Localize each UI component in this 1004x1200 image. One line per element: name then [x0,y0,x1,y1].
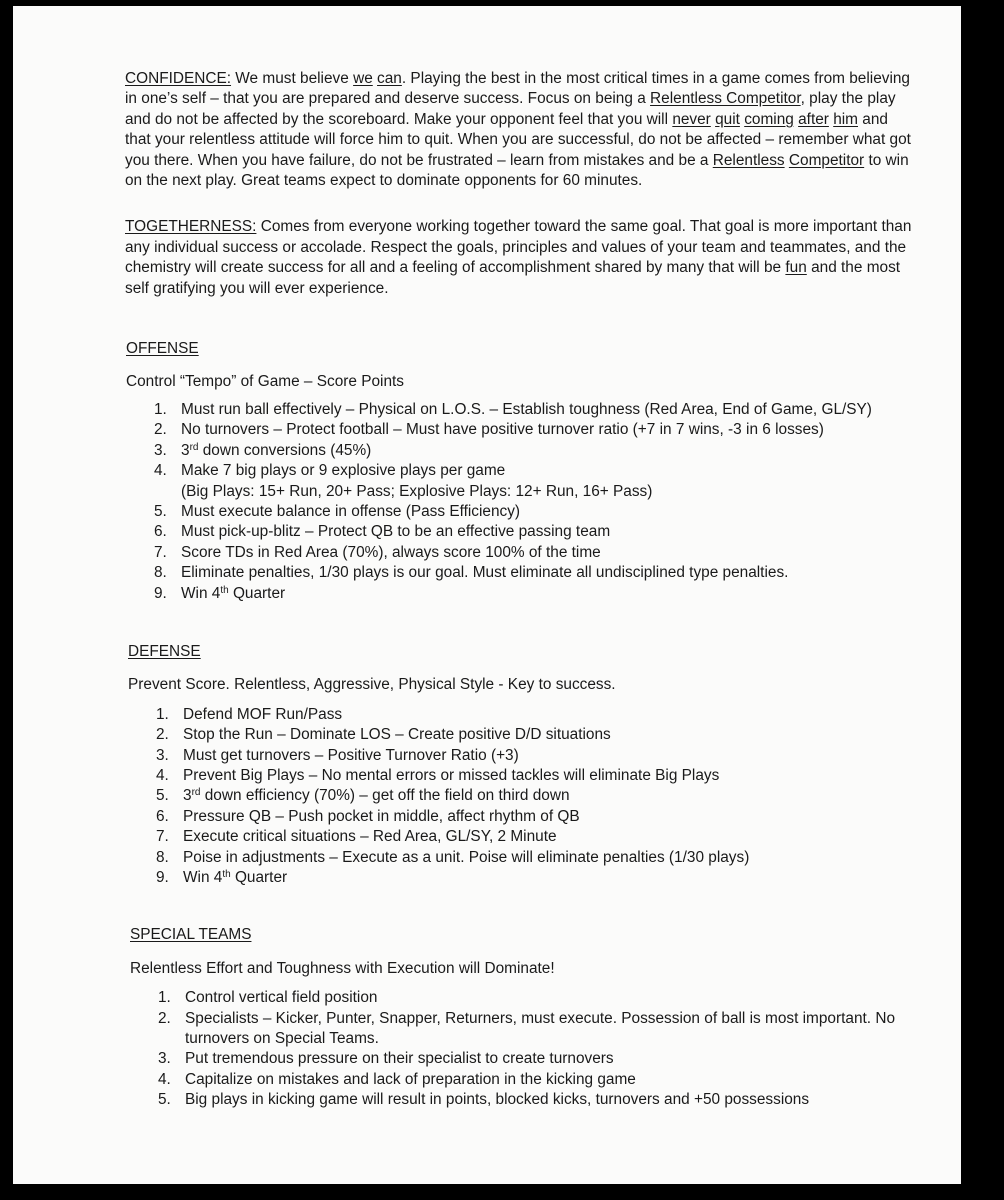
list-item-text: Win 4 [183,869,223,886]
list-item [126,563,915,583]
list-item-text: Must execute balance in offense (Pass Efficiency) [181,502,521,520]
document-body [125,69,915,1111]
list-item [126,441,915,461]
list-item-number: 5. [158,1091,171,1109]
text-run: , play the play and do not be affected by the scoreboard. Make your opponent feel that you will [125,90,896,128]
list-item-number: 8. [154,564,167,582]
offense-intro: Control “Tempo” of Game – Score Points [126,373,404,391]
special-teams-intro: Relentless Effort and Toughness with Execution will Dominate! [130,959,555,977]
text-run: to win on the next play. Great teams expect to dominate opponents for 60 minutes. [125,151,909,190]
list-item-number: 2. [154,421,167,439]
list-item-text: Prevent Big Plays – No mental errors or missed tackles will eliminate Big Plays [183,766,720,784]
offense-list [126,400,915,604]
list-item-number: 8. [156,848,169,866]
list-item-number: 1. [154,400,167,418]
underlined-text: Relentless Competitor [650,90,801,108]
list-item-number: 1. [158,989,171,1007]
list-item [126,400,915,420]
list-item [126,420,915,440]
list-item-text: Defend MOF Run/Pass [183,705,343,723]
defense-section [128,642,915,888]
list-item-number: 3. [156,746,169,764]
list-item [126,543,915,563]
list-item-number: 3. [154,441,167,459]
list-item-text: Win 4 [181,584,221,602]
underlined-text: after [798,110,829,128]
list-item-text: Quarter [230,869,288,886]
list-item-text: Big plays in kicking game will result in points, blocked kicks, turnovers and +50 possessions [185,1091,810,1109]
underlined-text: Competitor [788,151,865,169]
offense-section [126,339,915,604]
spacer [125,191,915,217]
list-item-text: Execute critical situations – Red Area, GL/SY, 2 Minute [183,828,557,846]
list-item-text: down efficiency (70%) – get off the field on third down [200,787,570,805]
confidence-label: CONFIDENCE: [125,70,232,87]
list-item-text: Specialists – Kicker, Punter, Snapper, Returners, must execute. Possession of ball is most important. No turnovers on Special Teams. [185,1009,896,1048]
list-item [128,725,915,745]
list-item [128,705,915,725]
list-item-text: Must pick-up-blitz – Protect QB to be an effective passing team [181,523,611,541]
spacer [125,888,915,925]
list-item-text: Control vertical field position [185,989,378,1007]
ordinal-suffix: th [220,584,229,596]
defense-list [128,705,915,889]
list-item [128,807,915,827]
special-teams-heading: SPECIAL TEAMS [130,926,252,944]
confidence-paragraph [125,69,915,191]
list-item [128,848,915,868]
list-item-number: 7. [154,543,167,561]
list-item [130,1090,915,1110]
list-item [130,1070,915,1090]
list-item-text: Must run ball effectively – Physical on L.O.S. – Establish toughness (Red Area, End of Game, GL/SY) [181,400,872,418]
document-page [13,6,961,1184]
list-item-text: Quarter [228,584,286,602]
list-item-number: 9. [154,584,167,602]
list-item [126,522,915,542]
defense-heading: DEFENSE [128,642,201,660]
list-item-text: Put tremendous pressure on their specialist to create turnovers [185,1050,614,1068]
list-item [128,766,915,786]
list-item-number: 3. [158,1050,171,1068]
list-item-text: Must get turnovers – Positive Turnover Ratio (+3) [183,746,519,764]
underlined-text: can [377,70,402,87]
underlined-text: never [672,110,711,128]
list-item [130,1049,915,1069]
underlined-text: fun [785,259,807,277]
defense-intro: Prevent Score. Relentless, Aggressive, Physical Style - Key to success. [128,676,616,694]
confidence-text [125,70,911,189]
list-item-text: 3 [183,787,192,805]
list-item [128,827,915,847]
underlined-text: Relentless [712,151,785,169]
ordinal-suffix: rd [191,787,201,799]
list-item [128,786,915,806]
list-item-text: Poise in adjustments – Execute as a unit. Poise will eliminate penalties (1/30 plays) [183,848,750,866]
list-item-text: Eliminate penalties, 1/30 plays is our goal. Must eliminate all undisciplined type penalties. [181,564,789,582]
list-item-text: Score TDs in Red Area (70%), always score 100% of the time [181,543,601,561]
special-teams-section [130,925,915,1110]
list-item-number: 2. [158,1009,171,1027]
list-item-number: 2. [156,726,169,744]
list-item-text: 3 [181,441,190,459]
list-item [128,746,915,766]
list-item [126,461,915,502]
spacer [125,299,915,339]
list-item-number: 5. [156,787,169,805]
ordinal-suffix: th [222,869,231,880]
ordinal-suffix: rd [189,441,199,453]
list-item [126,584,915,604]
togetherness-label: TOGETHERNESS: [125,218,257,236]
spacer [125,604,915,642]
special-teams-list [130,988,915,1110]
list-item-number: 4. [154,462,167,480]
list-item-number: 7. [156,828,169,846]
list-item-number: 9. [156,869,169,886]
underlined-text: quit [715,110,740,128]
text-run: . Playing the best in the most critical times in a game comes from believing in one’s self – that you are prepared and deserve success. Focus on being a [125,70,910,108]
text-run: Comes from everyone working together toward the same goal. That goal is more important than any individual success or accolade. Respect the goals, principles and values of your team and teammates, and the chemistry will create success for all and a feeling of accomplishment shared by many that will be [125,218,912,277]
text-run: and that your relentless attitude will force him to quit. When you are successful, do not be affected – remember what got you there. When you have failure, do not be frustrated – learn from mistakes and be a [125,110,911,169]
list-item-text: (Big Plays: 15+ Run, 20+ Pass; Explosive Plays: 12+ Run, 16+ Pass) [181,482,653,500]
list-item-number: 4. [158,1070,171,1088]
underlined-text: we [353,70,373,87]
list-item-number: 4. [156,766,169,784]
underlined-text: coming [744,110,794,128]
list-item-text: Stop the Run – Dominate LOS – Create positive D/D situations [183,726,611,744]
list-item [130,1009,915,1050]
list-item [128,868,915,888]
list-item-number: 1. [156,705,169,723]
list-item-text: Capitalize on mistakes and lack of preparation in the kicking game [185,1070,636,1088]
list-item [130,988,915,1008]
togetherness-paragraph [125,217,915,299]
list-item-text: No turnovers – Protect football – Must have positive turnover ratio (+7 in 7 wins, -3 in 6 losses) [181,421,824,439]
list-item-text: Make 7 big plays or 9 explosive plays per game [181,462,506,480]
text-run: We must believe [231,70,354,87]
list-item [126,502,915,522]
list-item-text: Pressure QB – Push pocket in middle, affect rhythm of QB [183,807,580,825]
text-run: and the most self gratifying you will ever experience. [125,259,901,297]
list-item-text: down conversions (45%) [198,441,372,459]
list-item-number: 6. [156,807,169,825]
list-item-number: 6. [154,523,167,541]
list-item-number: 5. [154,502,167,520]
offense-heading: OFFENSE [126,340,199,358]
underlined-text: him [833,110,858,128]
